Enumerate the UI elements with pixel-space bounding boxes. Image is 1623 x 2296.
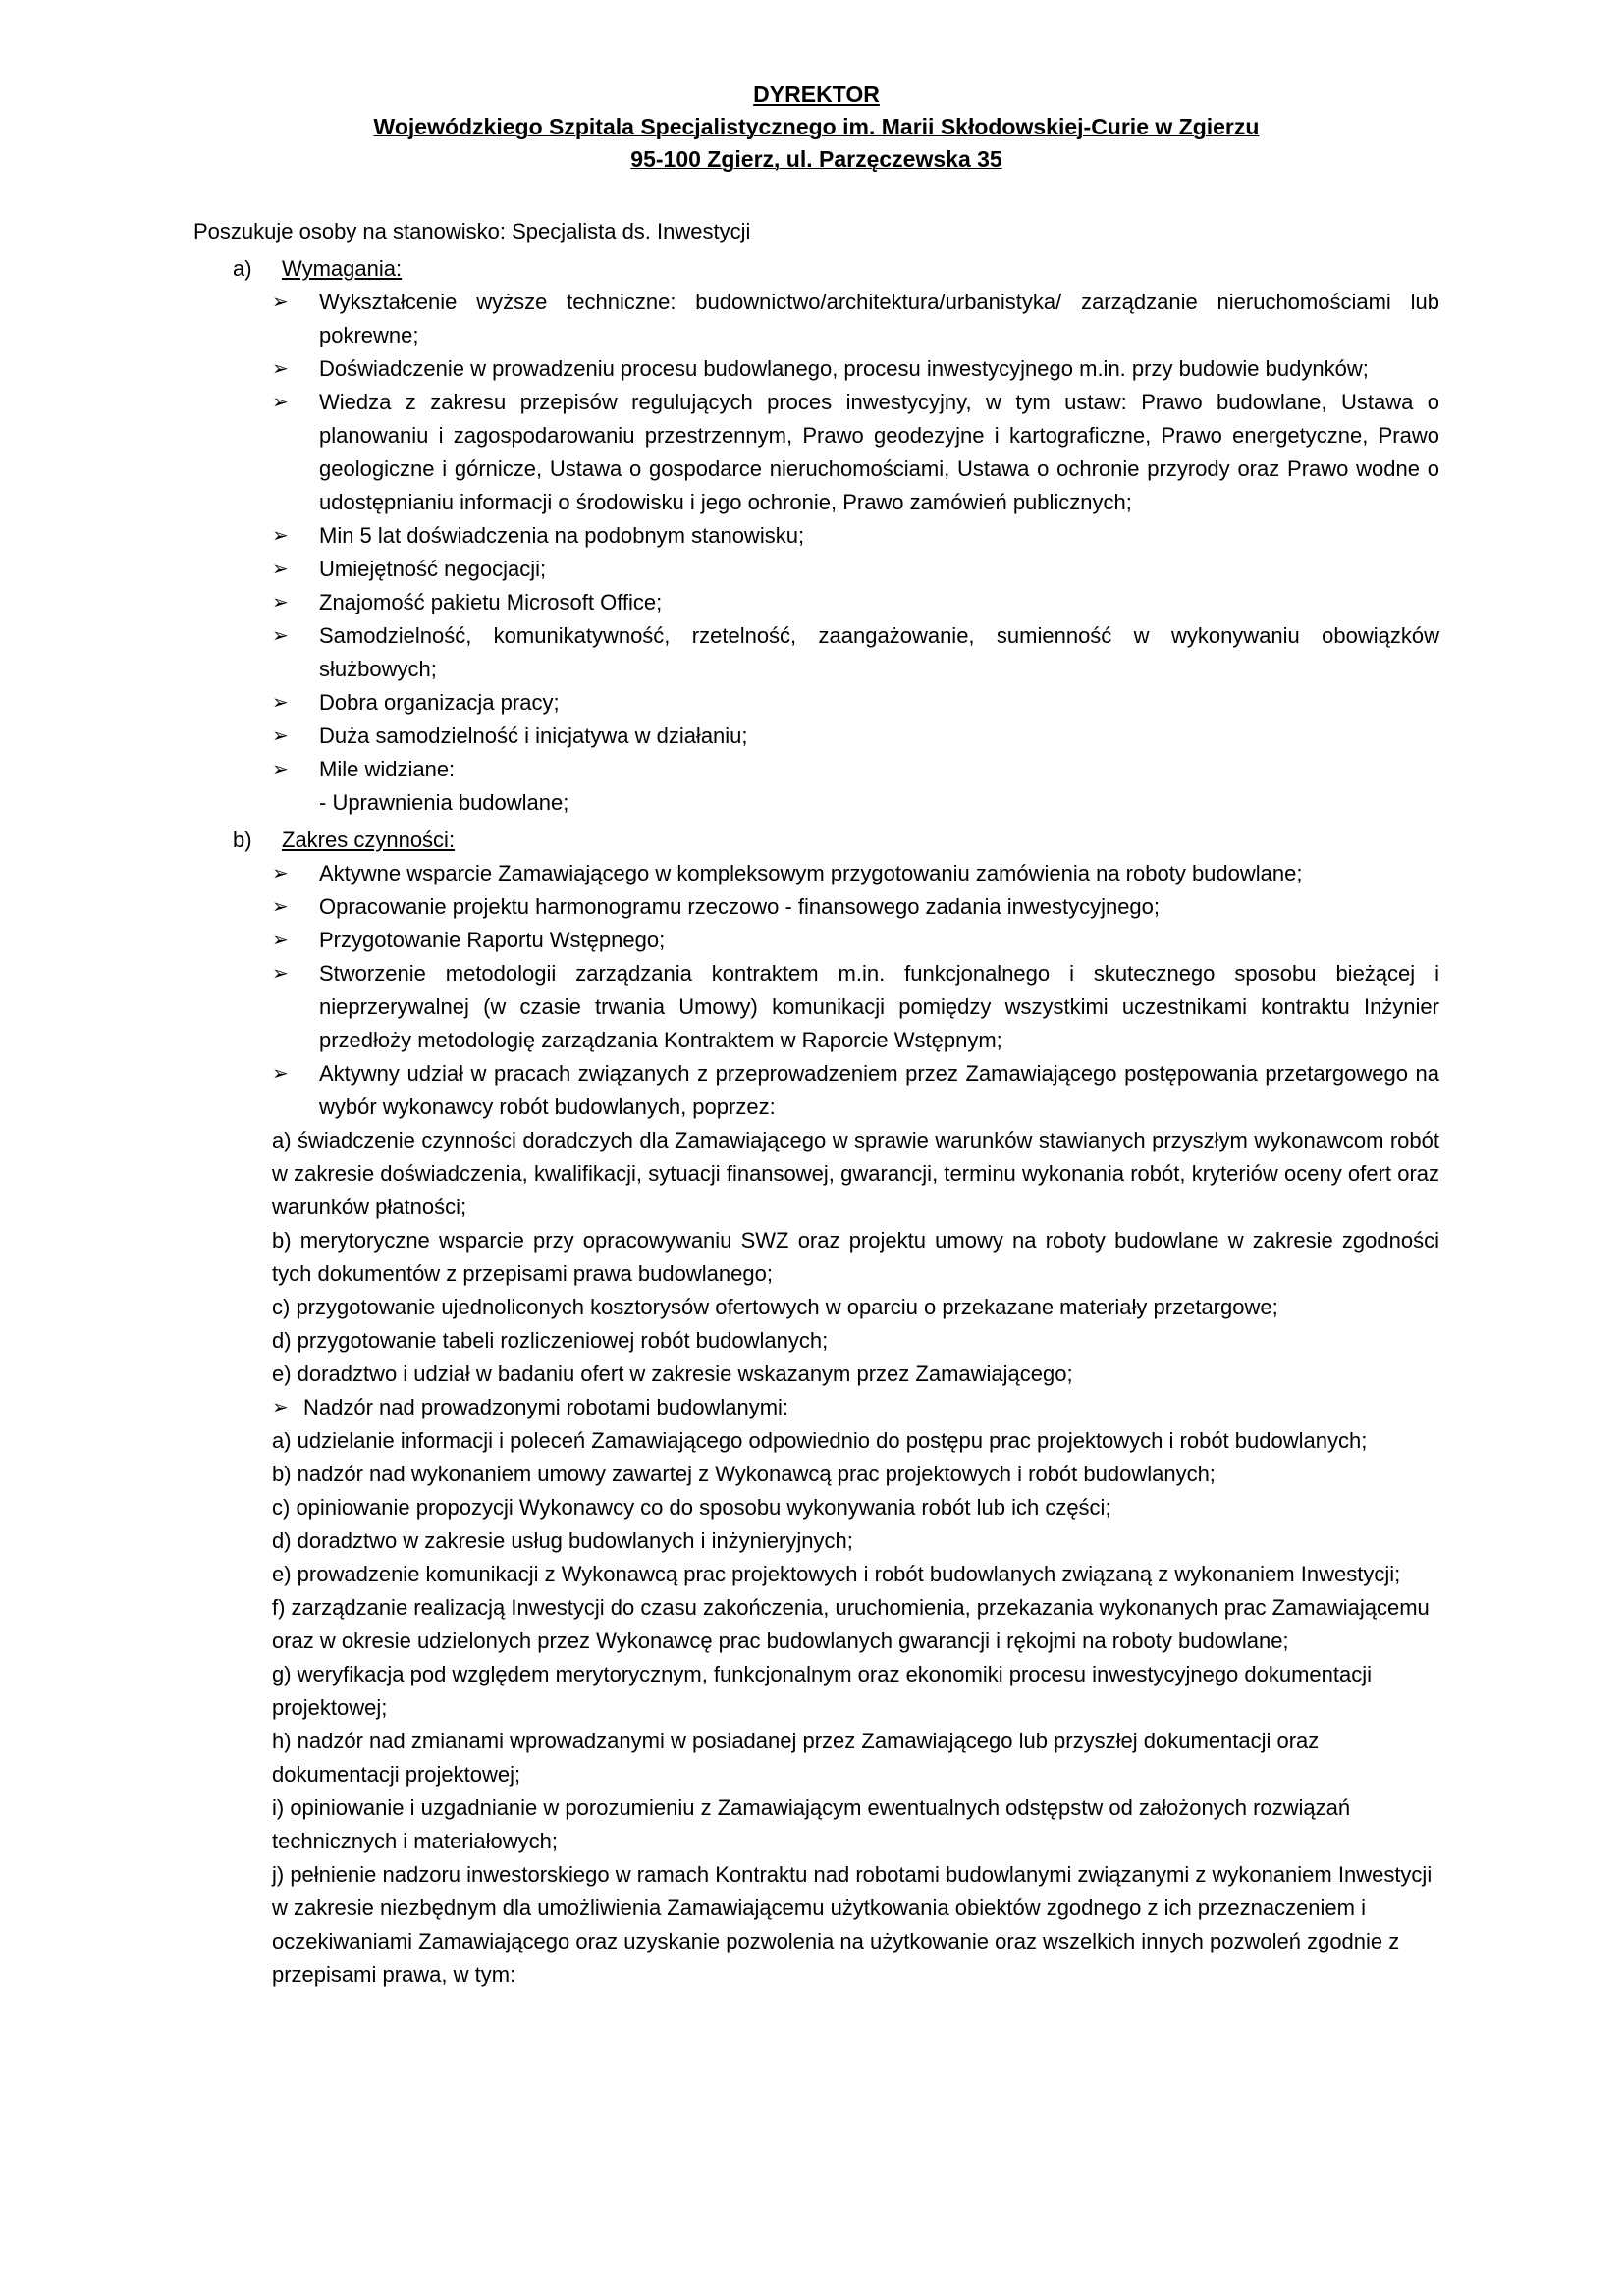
section-b-title: Zakres czynności: — [282, 828, 456, 852]
list-item: ➢ Stworzenie metodologii zarządzania kontraktem m.in. funkcjonalnego i skutecznego sposobu bieżącej i nieprzerywalnej (w czasie trwania Umowy) komunikacji pomiędzy wszystkimi uczestnikami kontraktu Inżynier przedłoży metodologię zarządzania Kontraktem w Raporcie Wstępnym; — [319, 957, 1439, 1057]
list-item: c) opiniowanie propozycji Wykonawcy co do sposobu wykonywania robót lub ich części; — [272, 1495, 1111, 1520]
arrow-bullet-icon: ➢ — [272, 896, 289, 918]
list-item: ➢ Mile widziane: - Uprawnienia budowlane; — [319, 753, 1439, 820]
arrow-bullet-icon: ➢ — [272, 863, 289, 884]
list-item: ➢ Dobra organizacja pracy; — [319, 686, 1439, 720]
section-a-title: Wymagania: — [282, 256, 403, 281]
section-b-letter: b) — [233, 828, 252, 852]
arrow-bullet-icon: ➢ — [272, 559, 289, 580]
list-item: a) udzielanie informacji i poleceń Zamawiającego odpowiednio do postępu prac projektowych i robót budowlanych; — [272, 1428, 1368, 1453]
header-address: 95-100 Zgierz, ul. Parzęczewska 35 — [630, 146, 1002, 172]
arrow-bullet-icon: ➢ — [272, 692, 289, 714]
list-item: ➢ Wykształcenie wyższe techniczne: budownictwo/architektura/urbanistyka/ zarządzanie nieruchomościami lub pokrewne; — [319, 286, 1439, 352]
list-item: ➢ Znajomość pakietu Microsoft Office; — [319, 586, 1439, 619]
section-a-letter: a) — [233, 256, 252, 281]
list-item: e) doradztwo i udział w badaniu ofert w zakresie wskazanym przez Zamawiającego; — [272, 1362, 1073, 1386]
list-item: ➢ Duża samodzielność i inicjatywa w działaniu; — [319, 720, 1439, 753]
list-item: ➢ Opracowanie projektu harmonogramu rzeczowo - finansowego zadania inwestycyjnego; — [319, 890, 1439, 924]
arrow-bullet-icon: ➢ — [272, 392, 289, 413]
supervision-heading: ➢ Nadzór nad prowadzonymi robotami budowlanymi: — [272, 1391, 1439, 1424]
arrow-bullet-icon: ➢ — [272, 1397, 289, 1418]
arrow-bullet-icon: ➢ — [272, 525, 289, 547]
list-item: ➢ Min 5 lat doświadczenia na podobnym stanowisku; — [319, 519, 1439, 553]
list-item: ➢ Aktywne wsparcie Zamawiającego w kompleksowym przygotowaniu zamówienia na roboty budowlane; — [319, 857, 1439, 890]
tender-subitems — [193, 1124, 1439, 1992]
list-item: ➢ Aktywny udział w pracach związanych z przeprowadzeniem przez Zamawiającego postępowania przetargowego na wybór wykonawcy robót budowlanych, poprzez: — [319, 1057, 1439, 1124]
list-item: e) prowadzenie komunikacji z Wykonawcą prac projektowych i robót budowlanych związaną z wykonaniem Inwestycji; — [272, 1562, 1401, 1586]
list-item: d) przygotowanie tabeli rozliczeniowej robót budowlanych; — [272, 1328, 829, 1353]
section-requirements — [193, 252, 1439, 820]
header-title: DYREKTOR — [753, 81, 880, 107]
arrow-bullet-icon: ➢ — [272, 592, 289, 614]
job-intro: Poszukuje osoby na stanowisko: Specjalista ds. Inwestycji — [193, 219, 751, 243]
section-a-heading — [193, 252, 1439, 286]
arrow-bullet-icon: ➢ — [272, 358, 289, 380]
list-item: ➢ Wiedza z zakresu przepisów regulujących proces inwestycyjny, w tym ustaw: Prawo budowlane, Ustawa o planowaniu i zagospodarowaniu przestrzennym, Prawo geodezyjne i kartograficzne, Prawo energetyczne, Prawo geologiczne i górnicze, Ustawa o gospodarce nieruchomościami, Ustawa o ochronie przyrody oraz Prawo wodne o udostępnianiu informacji o środowisku i jego ochronie, Prawo zamówień publicznych; — [319, 386, 1439, 519]
list-item: b) merytoryczne wsparcie przy opracowywaniu SWZ oraz projektu umowy na roboty budowlane w zakresie zgodności tych dokumentów z przepisami prawa budowlanego; — [272, 1228, 1439, 1286]
arrow-bullet-icon: ➢ — [272, 625, 289, 647]
list-item: g) weryfikacja pod względem merytorycznym, funkcjonalnym oraz ekonomiki procesu inwestycyjnego dokumentacji projektowej; — [272, 1662, 1373, 1720]
arrow-bullet-icon: ➢ — [272, 725, 289, 747]
list-item: b) nadzór nad wykonaniem umowy zawartej z Wykonawcą prac projektowych i robót budowlanych; — [272, 1462, 1216, 1486]
list-item: ➢ Umiejętność negocjacji; — [319, 553, 1439, 586]
duties-list — [193, 857, 1439, 1124]
nice-to-have-item: - Uprawnienia budowlane; — [319, 790, 569, 815]
list-item: f) zarządzanie realizacją Inwestycji do czasu zakończenia, uruchomienia, przekazania wykonanych prac Zamawiającemu oraz w okresie udzielonych przez Wykonawcę prac budowlanych gwarancji i rękojmi na roboty budowlane; — [272, 1595, 1430, 1653]
list-item: d) doradztwo w zakresie usług budowlanych i inżynieryjnych; — [272, 1528, 853, 1553]
list-item: h) nadzór nad zmianami wprowadzanymi w posiadanej przez Zamawiającego lub przyszłej dokumentacji oraz dokumentacji projektowej; — [272, 1729, 1320, 1787]
list-item: ➢ Przygotowanie Raportu Wstępnego; — [319, 924, 1439, 957]
list-item: ➢ Samodzielność, komunikatywność, rzetelność, zaangażowanie, sumienność w wykonywaniu obowiązków służbowych; — [319, 619, 1439, 686]
arrow-bullet-icon: ➢ — [272, 930, 289, 951]
list-item: a) świadczenie czynności doradczych dla Zamawiającego w sprawie warunków stawianych przyszłym wykonawcom robót w zakresie doświadczenia, kwalifikacji, sytuacji finansowej, gwarancji, terminu wykonania robót, kryteriów oceny ofert oraz warunków płatności; — [272, 1128, 1439, 1219]
list-item: i) opiniowanie i uzgadnianie w porozumieniu z Zamawiającym ewentualnych odstępstw od założonych rozwiązań technicznych i materiałowych; — [272, 1795, 1351, 1853]
header-institution: Wojewódzkiego Szpitala Specjalistycznego im. Marii Skłodowskiej-Curie w Zgierzu — [373, 114, 1260, 139]
document-header — [193, 79, 1439, 176]
arrow-bullet-icon: ➢ — [272, 759, 289, 780]
list-item: c) przygotowanie ujednoliconych kosztorysów ofertowych w oparciu o przekazane materiały przetargowe; — [272, 1295, 1278, 1319]
section-b-heading — [193, 824, 1439, 857]
section-duties — [193, 824, 1439, 1992]
list-item: j) pełnienie nadzoru inwestorskiego w ramach Kontraktu nad robotami budowlanymi związanymi z wykonaniem Inwestycji w zakresie niezbędnym dla umożliwienia Zamawiającemu użytkowania obiektów zgodnego z ich przeznaczeniem i oczekiwaniami Zamawiającego oraz uzyskanie pozwolenia na użytkowanie oraz wszelkich innych pozwoleń zgodnie z przepisami prawa, w tym: — [272, 1862, 1433, 1987]
arrow-bullet-icon: ➢ — [272, 292, 289, 313]
requirements-list — [193, 286, 1439, 820]
arrow-bullet-icon: ➢ — [272, 963, 289, 985]
arrow-bullet-icon: ➢ — [272, 1063, 289, 1085]
list-item: ➢ Doświadczenie w prowadzeniu procesu budowlanego, procesu inwestycyjnego m.in. przy budowie budynków; — [319, 352, 1439, 386]
